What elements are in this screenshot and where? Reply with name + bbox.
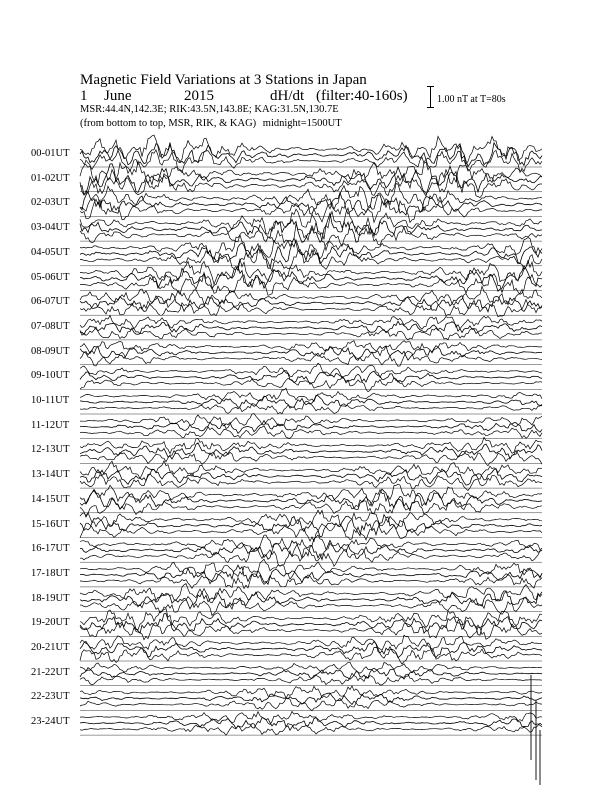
hour-label: 21-22UT: [31, 666, 70, 678]
trace-msr-22-23UT: [80, 698, 542, 711]
trace-rik-19-20UT: [80, 614, 542, 636]
trace-kag-04-05UT: [80, 235, 542, 259]
trace-rik-17-18UT: [80, 565, 542, 584]
trace-msr-16-17UT: [80, 548, 542, 567]
trace-rik-10-11UT: [80, 395, 542, 408]
hour-label: 09-10UT: [31, 370, 70, 382]
trace-msr-01-02UT: [80, 170, 542, 198]
quantity: dH/dt: [270, 88, 305, 104]
chart-title: Magnetic Field Variations at 3 Stations in Japan: [80, 72, 367, 88]
trace-rik-05-06UT: [80, 266, 542, 291]
trace-msr-17-18UT: [80, 573, 542, 589]
year: 2015: [184, 88, 214, 104]
order-note: (from bottom to top, MSR, RIK, & KAG): [80, 118, 257, 129]
hour-label: 17-18UT: [31, 567, 70, 579]
trace-rik-00-01UT: [80, 143, 542, 167]
hour-label: 22-23UT: [31, 691, 70, 703]
trace-rik-21-22UT: [80, 668, 542, 680]
hour-label: 03-04UT: [31, 222, 70, 234]
hour-label: 23-24UT: [31, 716, 70, 728]
hour-label: 04-05UT: [31, 246, 70, 258]
trace-kag-08-09UT: [80, 341, 542, 356]
trace-msr-08-09UT: [80, 351, 542, 366]
hour-label: 01-02UT: [31, 172, 70, 184]
hour-label: 00-01UT: [31, 148, 70, 159]
hour-label: 19-20UT: [31, 617, 70, 629]
month: June: [104, 88, 132, 104]
trace-msr-09-10UT: [80, 377, 542, 392]
hour-label: 15-16UT: [31, 518, 70, 530]
midnight-note: midnight=1500UT: [262, 118, 342, 129]
trace-rik-04-05UT: [80, 240, 542, 268]
hour-label: 02-03UT: [31, 197, 70, 209]
hour-label: 13-14UT: [31, 469, 70, 481]
stations-line: MSR:44.4N,142.3E; RIK:43.5N,143.8E; KAG:31.5N,130.7E: [80, 104, 339, 115]
trace-rik-09-10UT: [80, 371, 542, 385]
trace-msr-23-24UT: [80, 723, 542, 735]
trace-rik-01-02UT: [80, 164, 542, 196]
trace-rik-22-23UT: [80, 693, 542, 704]
hour-label: 06-07UT: [31, 296, 70, 308]
hour-label: 10-11UT: [31, 395, 70, 406]
trace-kag-14-15UT: [80, 484, 542, 506]
hour-label: 08-09UT: [31, 345, 70, 357]
trace-msr-18-19UT: [80, 597, 542, 616]
scale-label: 1.00 nT at T=80s: [437, 94, 506, 105]
trace-kag-09-10UT: [80, 363, 542, 378]
trace-msr-07-08UT: [80, 327, 542, 340]
trace-msr-05-06UT: [80, 273, 542, 296]
trace-rik-02-03UT: [80, 192, 542, 215]
trace-rik-15-16UT: [80, 515, 542, 537]
day: 1: [80, 88, 88, 104]
hour-label: 20-21UT: [31, 642, 70, 653]
filter: (filter:40-160s): [316, 88, 408, 104]
hour-label: 12-13UT: [31, 444, 70, 456]
trace-kag-22-23UT: [80, 686, 542, 698]
hour-label: 16-17UT: [31, 543, 70, 555]
trace-kag-10-11UT: [80, 388, 542, 401]
trace-msr-06-07UT: [80, 300, 542, 317]
hour-label: 14-15UT: [31, 493, 70, 505]
trace-kag-15-16UT: [80, 510, 542, 531]
hour-label: 05-06UT: [31, 271, 70, 283]
trace-msr-14-15UT: [80, 499, 542, 517]
trace-kag-21-22UT: [80, 662, 542, 673]
hour-label: 11-12UT: [31, 419, 70, 431]
hour-label: 18-19UT: [31, 592, 70, 604]
hour-label: 07-08UT: [31, 320, 70, 332]
